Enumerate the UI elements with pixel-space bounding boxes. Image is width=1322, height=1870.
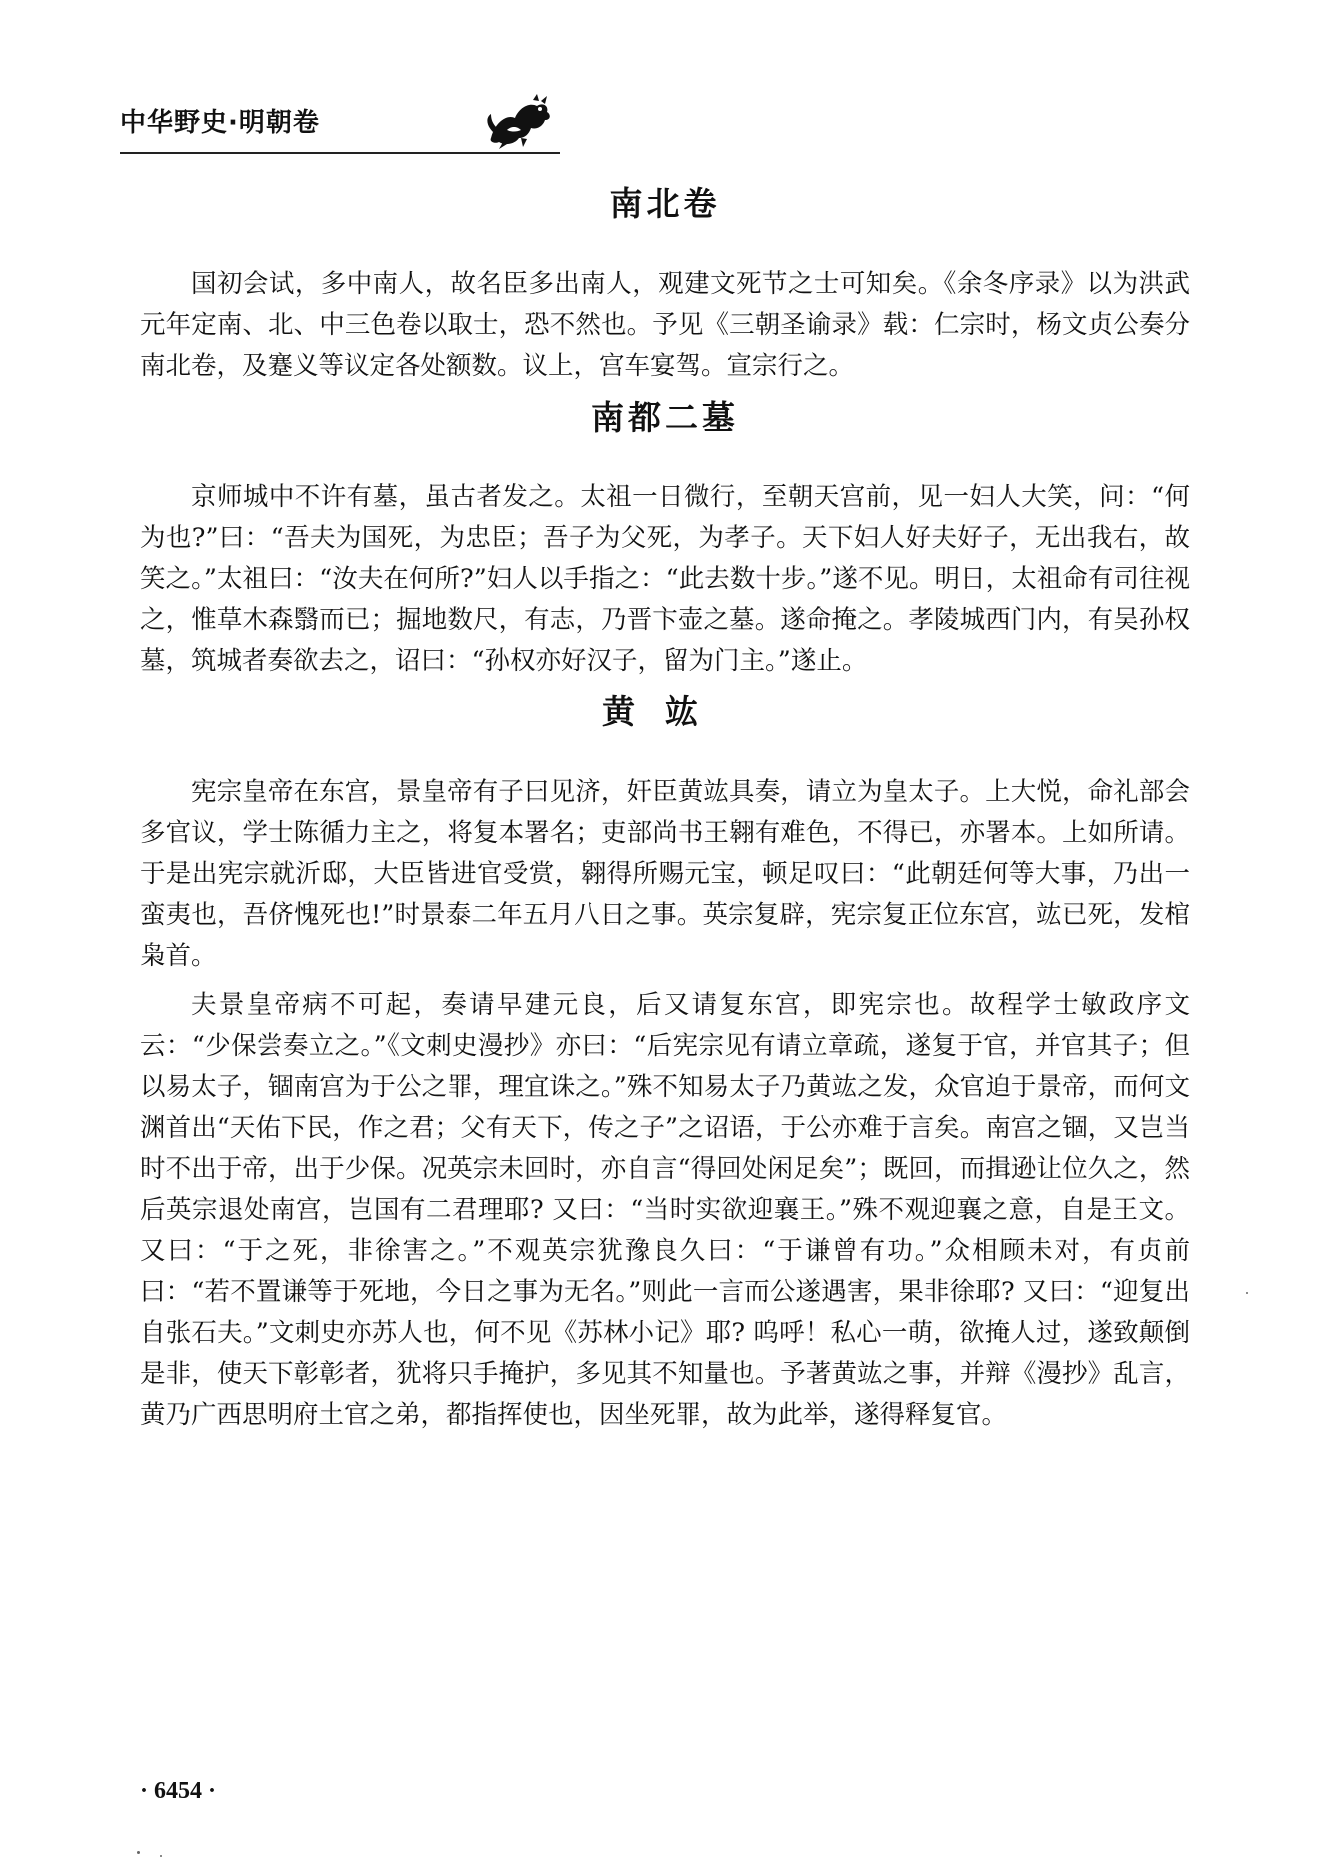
page-number: · 6454 · <box>140 1778 217 1804</box>
scan-speck <box>1246 1292 1248 1294</box>
paragraph: 京师城中不许有墓，虽古者发之。太祖一日微行，至朝天宫前，见一妇人大笑，问：“何为也?”曰：“吾夫为国死，为忠臣；吾子为父死，为孝子。天下妇人好夫好子，无出我右，故笑之。”太祖曰：“汝夫在何所?”妇人以手指之：“此去数十步。”遂不见。明日，太祖命有司往视之，惟草木森翳而已；掘地数尺，有志，乃晋卞壶之墓。遂命掩之。孝陵城西门内，有吴孙权墓，筑城者奏欲去之，诏曰：“孙权亦好汉子，留为门主。”遂止。 <box>140 482 1190 676</box>
paragraph: 国初会试，多中南人，故名臣多出南人，观建文死节之士可知矣。《余冬序录》以为洪武元年定南、北、中三色卷以取士，恐不然也。予见《三朝圣谕录》载：仁宗时，杨文贞公奏分南北卷，及蹇义等议定各处额数。议上，宫车宴驾。宣宗行之。 <box>140 269 1190 381</box>
scan-speck <box>137 1851 140 1854</box>
section-title-nandu-ermu: 南都二墓 <box>591 398 739 437</box>
section-title-huanghong: 黄竑 <box>602 692 728 731</box>
running-header <box>120 92 560 162</box>
dragon-emblem-icon <box>485 92 555 150</box>
book-title: 中华野史·明朝卷 <box>120 108 320 138</box>
paragraph: 夫景皇帝病不可起，奏请早建元良，后又请复东宫，即宪宗也。故程学士敏政序文云：“少保尝奏立之。”《文刺史漫抄》亦曰：“后宪宗见有请立章疏，遂复于官，并官其子；但以易太子，锢南宫为于公之罪，理宜诛之。”殊不知易太子乃黄竑之发，众官迫于景帝，而何文渊首出“天佑下民，作之君；父有天下，传之子”之诏语，于公亦难于言矣。南宫之锢，又岂当时不出于帝，出于少保。况英宗未回时，亦自言“得回处闲足矣”；既回，而揖逊让位久之，然后英宗退处南宫，岂国有二君理耶? 又曰：“当时实欲迎襄王。”殊不观迎襄之意，自是王文。又曰：“于之死，非徐害之。”不观英宗犹豫良久曰：“于谦曾有功。”众相顾未对，有贞前曰：“若不置谦等于死地，今日之事为无名。”则此一言而公遂遇害，果非徐耶? 又曰：“迎复出自张石夫。”文刺史亦苏人也，何不见《苏林小记》耶? 呜呼！私心一萌，欲掩人过，遂致颠倒是非，使天下彰彰者，犹将只手掩护，多见其不知量也。予著黄竑之事，并辩《漫抄》乱言，黄乃广西思明府土官之弟，都指挥使也，因坐死罪，故为此举，遂得释复官。 <box>140 990 1190 1430</box>
scan-speck <box>160 1855 162 1857</box>
paragraph: 宪宗皇帝在东宫，景皇帝有子曰见济，奸臣黄竑具奏，请立为皇太子。上大悦，命礼部会多官议，学士陈循力主之，将复本署名；吏部尚书王翱有难色，不得已，亦署本。上如所请。于是出宪宗就沂邸，大臣皆进官受赏，翱得所赐元宝，顿足叹曰：“此朝廷何等大事，乃出一蛮夷也，吾侪愧死也!”时景泰二年五月八日之事。英宗复辟，宪宗复正位东宫，竑已死，发棺枭首。 <box>140 777 1190 971</box>
header-divider <box>120 152 560 154</box>
section-title-nanbeijuan: 南北卷 <box>609 184 721 223</box>
